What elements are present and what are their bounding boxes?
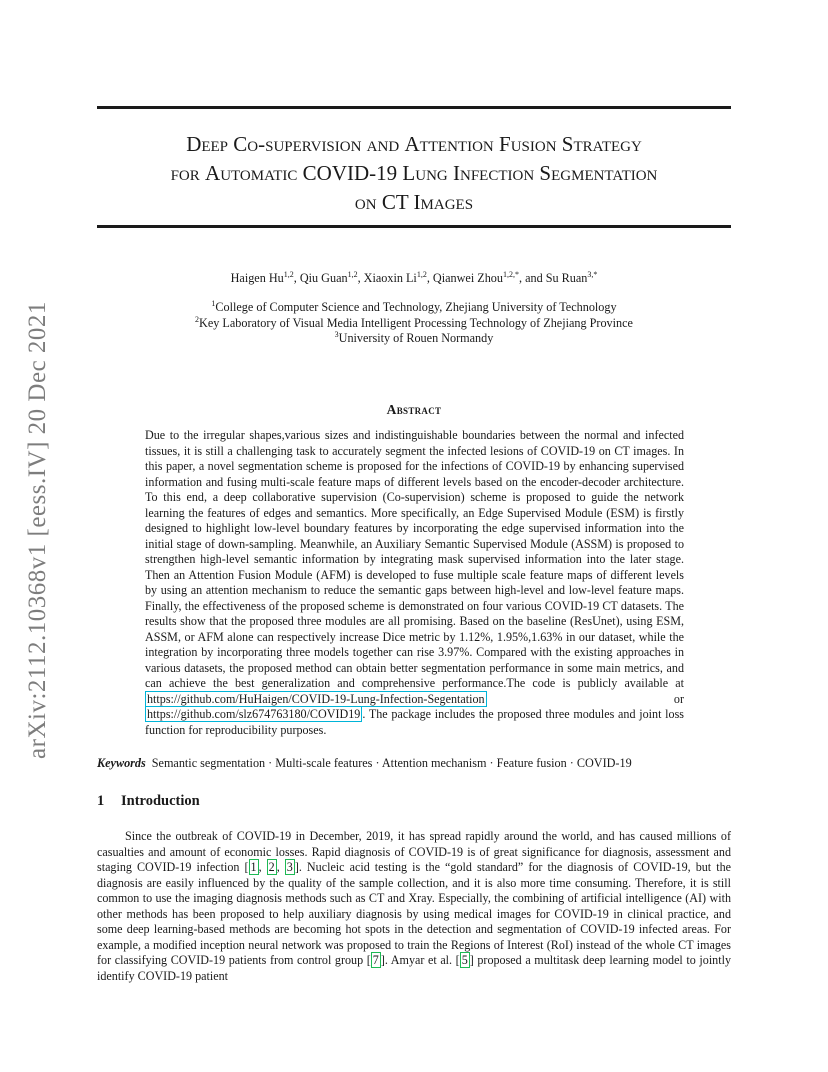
intro-text-3: ]. Amyar et al. [ <box>380 953 460 967</box>
author-name: Haigen Hu <box>230 271 284 285</box>
abstract-text: Due to the irregular shapes,various sizes and indistinguishable boundaries between the normal and infected tissues, it is still a challenging task to accurately segment the infected lesions of COVID-19 on CT images. In this paper, a novel segmentation scheme is proposed for the infections of COVID-19 by enhancing supervised information and fusing multi-scale feature maps of different levels based on the encoder-decoder architecture. To this end, a deep collaborative supervision (Co-supervision) scheme is proposed to guide the network learning the features of edges and semantics. More specifically, an Edge Supervised Module (ESM) is firstly designed to highlight low-level boundary features by incorporating the edge supervised information into the initial stage of down-sampling. Meanwhile, an Auxiliary Semantic Supervised Module (ASSM) is proposed to strengthen high-level semantic information by integrating mask supervised information into the later stage. Then an Attention Fusion Module (AFM) is developed to fuse multiple scale feature maps of different levels by using an attention mechanism to reduce the semantic gaps between high-level and low-level feature maps. Finally, the effectiveness of the proposed scheme is demonstrated on four various COVID-19 CT datasets. The results show that the proposed three modules are all promising. Based on the baseline (ResUnet), using ESM, ASSM, or AFM alone can respectively increase Dice metric by 1.12%, 1.95%,1.63% in our dataset, while the integration by incorporating three models together can rise 3.97%. Compared with the existing approaches in various datasets, the proposed method can obtain better segmentation performance in some main metrics, and can achieve the best generalization and comprehensive performance.The code is publicly available at <box>145 428 684 690</box>
author-affiliation-mark: 1,2,* <box>502 270 519 279</box>
author-affiliation-mark: 1,2 <box>283 270 294 279</box>
author-separator: , <box>293 271 300 285</box>
title-segment: S <box>539 161 552 185</box>
author-name: Qianwei Zhou <box>432 271 503 285</box>
affiliation-text: Key Laboratory of Visual Media Intelligent Processing Technology of Zhejiang Province <box>199 315 633 330</box>
affiliation-mark: 1 <box>211 299 216 308</box>
title-line-2 <box>171 161 658 185</box>
author-affiliation-mark: 1,2 <box>416 270 427 279</box>
title-segment: S <box>561 132 574 156</box>
author-list <box>97 270 731 286</box>
title-segment: eep <box>201 132 234 156</box>
affiliation-line <box>97 300 731 316</box>
citation-link[interactable]: 3 <box>286 860 293 874</box>
title-segment: on <box>354 190 382 214</box>
keywords-text: Semantic segmentation · Multi-scale features · Attention mechanism · Feature fusion · COVID-19 <box>151 756 632 770</box>
title-segment: nfection <box>460 161 540 185</box>
title-segment: COVID-19 L <box>302 161 416 185</box>
affiliation-list <box>97 300 731 347</box>
abstract-body <box>145 428 684 738</box>
title-segment: I <box>453 161 460 185</box>
author-name: Qiu Guan <box>299 271 348 285</box>
citation-link[interactable]: 2 <box>268 860 275 874</box>
section-title: Introduction <box>121 793 200 809</box>
title-segment: usion <box>510 132 562 156</box>
affiliation-text: University of Rouen Normandy <box>338 331 494 345</box>
title-line-1 <box>186 132 642 156</box>
title-segment: D <box>186 132 202 156</box>
title-segment: for <box>170 161 206 185</box>
code-link-2[interactable]: https://github.com/slz674763180/COVID19 <box>147 707 361 721</box>
section-heading-introduction <box>97 793 200 810</box>
author-name: Su Ruan <box>545 271 588 285</box>
abstract-tail: . The package includes the proposed three modules and joint loss function for reproducibility purposes. <box>145 707 684 737</box>
paper-title <box>90 130 738 217</box>
citation-link[interactable]: 1 <box>250 860 257 874</box>
author-affiliation-mark: 3,* <box>587 270 598 279</box>
author-separator: , <box>426 271 433 285</box>
title-segment: mages <box>420 190 474 214</box>
keywords-label: Keywords <box>97 756 146 770</box>
title-segment: ung <box>415 161 453 185</box>
intro-text-4: ] proposed a multitask deep learning model to jointly identify COVID-19 patient <box>97 953 731 983</box>
title-segment: egmentation <box>551 161 658 185</box>
title-segment: A <box>404 132 420 156</box>
author-separator: , and <box>518 271 546 285</box>
citation-link[interactable]: 5 <box>461 953 468 967</box>
title-line-3 <box>355 190 473 214</box>
title-segment: trategy <box>573 132 642 156</box>
title-segment: ttention <box>419 132 500 156</box>
title-top-rule <box>97 106 731 109</box>
abstract-heading: Abstract <box>386 402 442 417</box>
affiliation-line <box>97 316 731 332</box>
introduction-paragraph: Since the outbreak of COVID-19 in December, 2019, it has spread rapidly around the world, and has caused millions of casualties and amount of economic losses. Rapid diagnosis of COVID-19 is of great significance for diagnosis, assessment and staging COVID-19 infection [ 1 , 2 , 3 ]. Nucleic acid testing is the “gold standard” for the diagnosis of COVID-19, but the diagnosis are easily influenced by the quality of the sample collection, and it is also more time consuming. Therefore, it is still common to use the imaging diagnosis methods such as CT and Xray. Especially, the combining of artificial intelligence (AI) with other methods has been proposed to help auxiliary diagnosis by using medical images for COVID-19 in clinical practice, and some deep learning-based methods are becoming hot spots in the detection and segmentation of COVID-19 infected areas. For example, a modified inception neural network was proposed to train the Regions of Interest (RoI) instead of the whole CT images for classifying COVID-19 patients from control group [ 7 ]. Amyar et al. [ 5 ] proposed a multitask deep learning model to jointly identify COVID-19 patient <box>97 829 731 983</box>
arxiv-id-text: arXiv:2112.10368v1 [eess.IV] 20 Dec 2021 <box>24 301 51 759</box>
author-separator: , <box>357 271 364 285</box>
citation-link[interactable]: 7 <box>372 953 379 967</box>
author-name: Xiaoxin Li <box>363 271 417 285</box>
affiliation-line <box>97 331 731 347</box>
abstract-between: or <box>486 691 684 706</box>
title-segment: A <box>205 161 221 185</box>
title-segment: C <box>233 132 248 156</box>
title-segment: utomatic <box>220 161 303 185</box>
title-bottom-rule <box>97 225 731 228</box>
author-affiliation-mark: 1,2 <box>347 270 358 279</box>
affiliation-text: College of Computer Science and Technology, Zhejiang University of Technology <box>215 300 617 314</box>
code-link-1[interactable]: https://github.com/HuHaigen/COVID-19-Lung-Infection-Segentation <box>147 691 485 706</box>
intro-text-2: ]. Nucleic acid testing is the “gold standard” for the diagnosis of COVID-19, but the diagnosis are easily influenced by the quality of the sample collection, and it is also more time consuming. Therefore, it is still common to use the imaging diagnosis methods such as CT and Xray. Especially, the combining of artificial intelligence (AI) with other methods has been proposed to help auxiliary diagnosis by using medical images for COVID-19 in clinical practice, and some deep learning-based methods are becoming hot spots in the detection and segmentation of COVID-19 infected areas. For example, a modified inception neural network was proposed to train the Regions of Interest (RoI) instead of the whole CT images for classifying COVID-19 patients from control group [ <box>97 860 731 967</box>
keywords-line <box>97 755 737 771</box>
section-number: 1 <box>97 793 105 809</box>
title-segment: F <box>499 132 511 156</box>
affiliation-mark: 2 <box>195 314 200 324</box>
affiliation-mark: 3 <box>334 330 339 339</box>
title-segment: o-supervision and <box>247 132 405 156</box>
title-segment: CT I <box>381 190 421 214</box>
intro-text-1: Since the outbreak of COVID-19 in December, 2019, it has spread rapidly around the world, and has caused millions of casualties and amount of economic losses. Rapid diagnosis of COVID-19 is of great significance for diagnosis, assessment and staging COVID-19 infection [ <box>97 829 731 874</box>
